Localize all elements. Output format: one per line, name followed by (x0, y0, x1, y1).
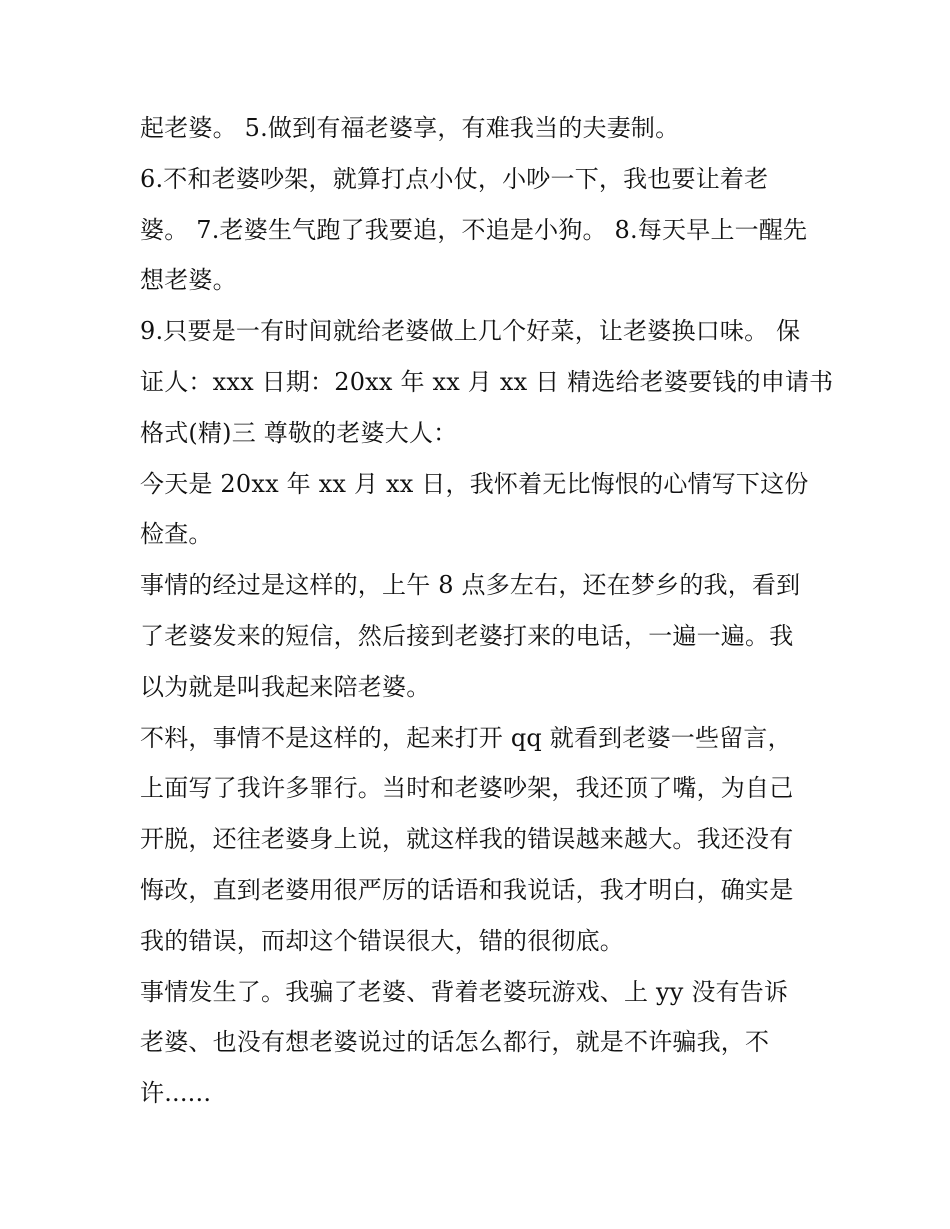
text-line: 格式(精)三 尊敬的老婆大人： (140, 418, 458, 447)
text-line: 事情发生了。我骗了老婆、背着老婆玩游戏、上 yy 没有告诉 (140, 977, 789, 1006)
text-line: 起老婆。 5.做到有福老婆享，有难我当的夫妻制。 (140, 114, 680, 142)
text-line: 今天是 20xx 年 xx 月 xx 日，我怀着无比悔恨的心情写下这份 (140, 469, 809, 498)
text-line: 事情的经过是这样的，上午 8 点多左右，还在梦乡的我，看到 (140, 571, 801, 600)
text-line: 9.只要是一有时间就给老婆做上几个好菜，让老婆换口味。 保 (140, 317, 801, 346)
text-line: 老婆、也没有想老婆说过的话怎么都行，就是不许骗我，不 (140, 1028, 770, 1057)
text-line: 许...... (140, 1079, 212, 1108)
text-line: 上面写了我许多罪行。当时和老婆吵架，我还顶了嘴，为自己 (140, 774, 794, 803)
text-line: 不料，事情不是这样的，起来打开 qq 就看到老婆一些留言， (140, 723, 792, 752)
text-line: 我的错误，而却这个错误很大，错的很彻底。 (140, 926, 624, 955)
text-line: 检查。 (140, 520, 213, 549)
text-line: 婆。 7.老婆生气跑了我要追，不追是小狗。 8.每天早上一醒先 (140, 215, 808, 244)
text-line: 6.不和老婆吵架，就算打点小仗，小吵一下，我也要让着老 (140, 164, 769, 193)
text-line: 想老婆。 (140, 266, 237, 295)
text-line: 悔改，直到老婆用很严厉的话语和我说话，我才明白，确实是 (140, 875, 794, 904)
text-line: 以为就是叫我起来陪老婆。 (140, 672, 431, 701)
document-body (140, 103, 834, 1119)
text-line: 开脱，还往老婆身上说，就这样我的错误越来越大。我还没有 (140, 825, 794, 854)
text-line: 了老婆发来的短信，然后接到老婆打来的电话，一遍一遍。我 (140, 621, 794, 650)
text-line: 证人：xxx 日期：20xx 年 xx 月 xx 日 精选给老婆要钱的申请书 (140, 367, 834, 396)
